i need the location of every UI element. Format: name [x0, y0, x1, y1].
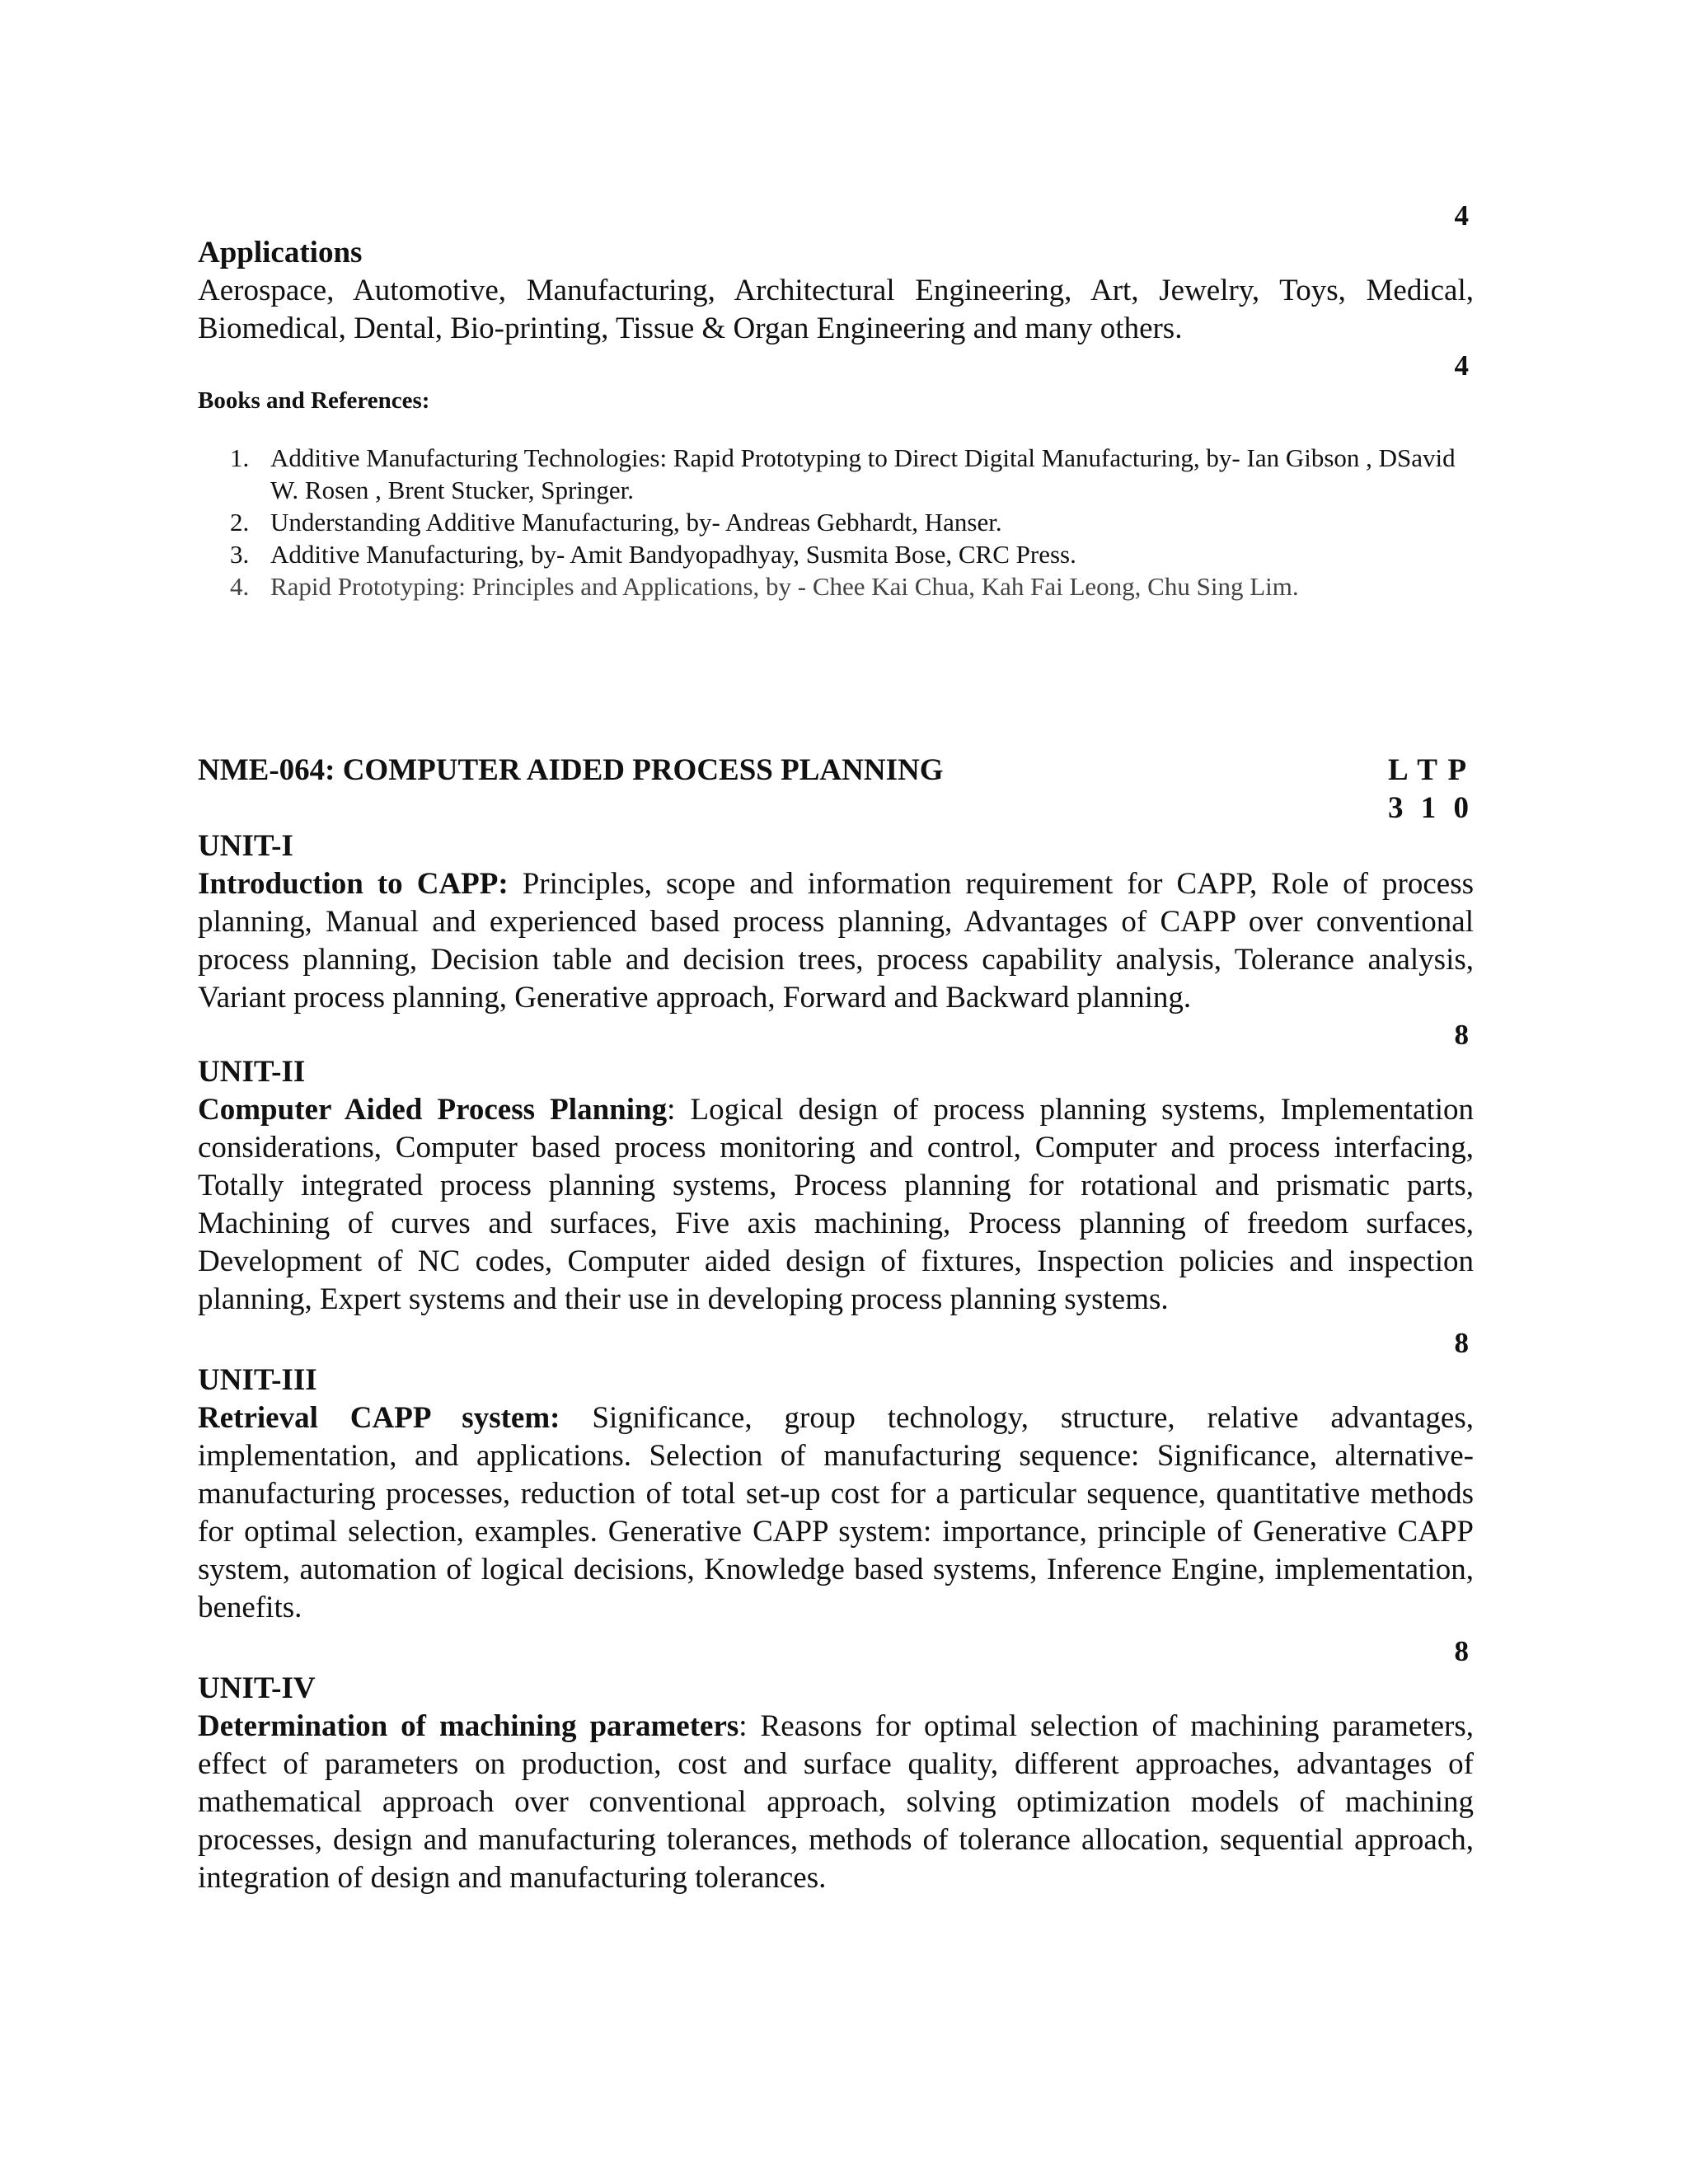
unit-body [198, 1091, 1474, 1319]
unit-1 [198, 827, 1474, 1053]
unit-body [198, 1399, 1474, 1627]
unit-topic: Computer Aided Process Planning [198, 1093, 668, 1127]
lecture-count: 4 [1454, 199, 1469, 232]
course-title: NME-064: COMPUTER AIDED PROCESS PLANNING [198, 753, 944, 787]
lecture-count: 8 [1454, 1019, 1469, 1051]
unit-3 [198, 1361, 1474, 1670]
unit-heading: UNIT-I [198, 829, 293, 863]
reference-item: 2. Understanding Additive Manufacturing, by- Andreas Gebhardt, Hanser. [256, 506, 1474, 538]
unit-text: : Reasons for optimal selection of machining parameters, effect of parameters on production, cost and surface quality, different approaches, advantages of mathematical approach over conventional approach, solving optimization models of machining processes, design and manufacturing tolerances, methods of tolerance allocation, sequential approach, integration of design and manufacturing tolerances. [198, 1709, 1474, 1895]
applications-text: Aerospace, Automotive, Manufacturing, Architectural Engineering, Art, Jewelry, Toys, Medical, Biomedical, Dental, Bio-printing, Tissue & Organ Engineering and many others. [198, 274, 1474, 345]
unit-text: Principles, scope and information requirement for CAPP, Role of process planning, Manual and experienced based process planning, Advantages of CAPP over conventional process planning, Decision table and decision trees, process capability analysis, Tolerance analysis, Variant process planning, Generative approach, Forward and Backward planning. [198, 867, 1474, 1015]
unit-topic: Determination of machining parameters [198, 1709, 739, 1743]
lecture-count: 4 [1454, 349, 1469, 382]
course-header [198, 752, 1474, 790]
top-section [198, 198, 1474, 602]
course-section [198, 752, 1474, 1897]
unit-heading: UNIT-IV [198, 1671, 316, 1705]
reference-item: 1. Additive Manufacturing Technologies: Rapid Prototyping to Direct Digital Manufacturing, by- Ian Gibson , DSavid W. Rosen , Brent Stucker, Springer. [256, 442, 1474, 506]
applications-heading: Applications [198, 236, 363, 269]
unit-topic: Introduction to CAPP: [198, 867, 509, 901]
lecture-count: 8 [1454, 1327, 1469, 1359]
unit-text: Significance, group technology, structure, relative advantages, implementation, and applications. Selection of manufacturing sequence: Significance, alternative-manufacturing processes, reduction of total set-up cost for a particular sequence, quantitative methods for optimal selection, examples. Generative CAPP system: importance, principle of Generative CAPP system, automation of logical decisions, Knowledge based systems, Inference Engine, implementation, benefits. [198, 1401, 1474, 1624]
ltp-label: L T P [1388, 753, 1469, 787]
unit-2 [198, 1053, 1474, 1361]
course-ltp-row [198, 790, 1474, 827]
books-heading: Books and References: [198, 387, 430, 414]
unit-heading: UNIT-III [198, 1363, 317, 1397]
unit-heading: UNIT-II [198, 1055, 306, 1089]
reference-item: 3. Additive Manufacturing, by- Amit Bandyopadhyay, Susmita Bose, CRC Press. [256, 538, 1474, 570]
ltp-values: 3 1 0 [1388, 791, 1474, 825]
reference-item: 4. Rapid Prototyping: Principles and Applications, by - Chee Kai Chua, Kah Fai Leong, Chu Sing Lim. [256, 570, 1474, 602]
unit-4 [198, 1670, 1474, 1897]
unit-text: : Logical design of process planning systems, Implementation considerations, Computer based process monitoring and control, Computer and process interfacing, Totally integrated process planning systems, Process planning for rotational and prismatic parts, Machining of curves and surfaces, Five axis machining, Process planning of freedom surfaces, Development of NC codes, Computer aided design of fixtures, Inspection policies and inspection planning, Expert systems and their use in developing process planning systems. [198, 1093, 1474, 1316]
unit-body [198, 1708, 1474, 1897]
reference-list [198, 442, 1474, 602]
unit-topic: Retrieval CAPP system: [198, 1401, 560, 1435]
lecture-count: 8 [1454, 1635, 1469, 1667]
unit-body [198, 865, 1474, 1017]
